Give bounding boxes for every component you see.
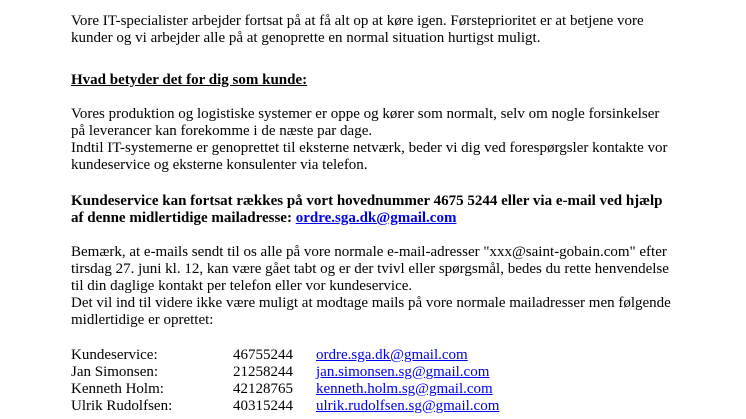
contact-name: Ulrik Rudolfsen: bbox=[71, 398, 173, 414]
contact-row bbox=[71, 381, 711, 398]
notice-line-3: til din daglige kontakt per telefon eller vor kundeservice. bbox=[71, 278, 413, 294]
intro-line-1: Vore IT-specialister arbejder fortsat på at få alt op at køre igen. Førsteprioritet er at betjene vore bbox=[71, 13, 644, 29]
notice-line-4: Det vil ind til videre ikke være muligt at modtage mails på vore normale mailadresser men følgende bbox=[71, 295, 671, 311]
customer-service-paragraph bbox=[71, 193, 711, 227]
contact-phone: 40315244 bbox=[233, 398, 293, 414]
contact-row bbox=[71, 347, 711, 364]
customer-service-line-1: Kundeservice kan fortsat rækkes på vort hovednummer 4675 5244 eller via e-mail ved hjælp bbox=[71, 193, 663, 209]
contact-phone: 46755244 bbox=[233, 347, 293, 363]
customer-service-line-2-text: af denne midlertidige mailadresse: bbox=[71, 210, 296, 226]
contact-email-link[interactable]: kenneth.holm.sg@gmail.com bbox=[316, 381, 493, 397]
customer-service-email-link[interactable]: ordre.sga.dk@gmail.com bbox=[295, 210, 457, 226]
contact-name: Kundeservice: bbox=[71, 347, 158, 363]
contact-email-link[interactable]: jan.simonsen.sg@gmail.com bbox=[316, 364, 490, 380]
intro-line-2: kunder og vi arbejder alle på at genoprette en normal situation hurtigst muligt. bbox=[71, 30, 541, 46]
customer-info-paragraph bbox=[71, 106, 711, 174]
customer-info-line-3: Indtil IT-systemerne er genoprettet til eksterne netværk, beder vi dig ved forespørgsler kontakte vor bbox=[71, 140, 668, 156]
contact-list bbox=[71, 347, 711, 415]
customer-service-line-2 bbox=[71, 210, 711, 227]
contact-row bbox=[71, 364, 711, 381]
customer-info-line-4: kundeservice og eksterne konsulenter via telefon. bbox=[71, 157, 368, 173]
section-heading: Hvad betyder det for dig som kunde: bbox=[71, 72, 308, 88]
notice-line-5: midlertidige er oprettet: bbox=[71, 312, 214, 328]
notice-line-2: tirsdag 27. juni kl. 12, kan være gået tabt og er der tvivl eller spørgsmål, bedes du rette henvendelse bbox=[71, 261, 669, 277]
notice-paragraph bbox=[71, 244, 711, 329]
contact-phone: 42128765 bbox=[233, 381, 293, 397]
customer-info-line-1: Vores produktion og logistiske systemer er oppe og kører som normalt, selv om nogle forsinkelser bbox=[71, 106, 660, 122]
contact-name: Jan Simonsen: bbox=[71, 364, 159, 380]
contact-phone: 21258244 bbox=[233, 364, 293, 380]
contact-name: Kenneth Holm: bbox=[71, 381, 164, 397]
contact-email-link[interactable]: ordre.sga.dk@gmail.com bbox=[316, 347, 468, 363]
notice-line-1: Bemærk, at e-mails sendt til os alle på vore normale e-mail-adresser "xxx@saint-gobain.com" efter bbox=[71, 244, 667, 260]
contact-email-link[interactable]: ulrik.rudolfsen.sg@gmail.com bbox=[316, 398, 500, 414]
contact-row bbox=[71, 398, 711, 415]
intro-paragraph bbox=[71, 13, 711, 47]
customer-info-line-2: på leverancer kan forekomme i de næste par dage. bbox=[71, 123, 373, 139]
